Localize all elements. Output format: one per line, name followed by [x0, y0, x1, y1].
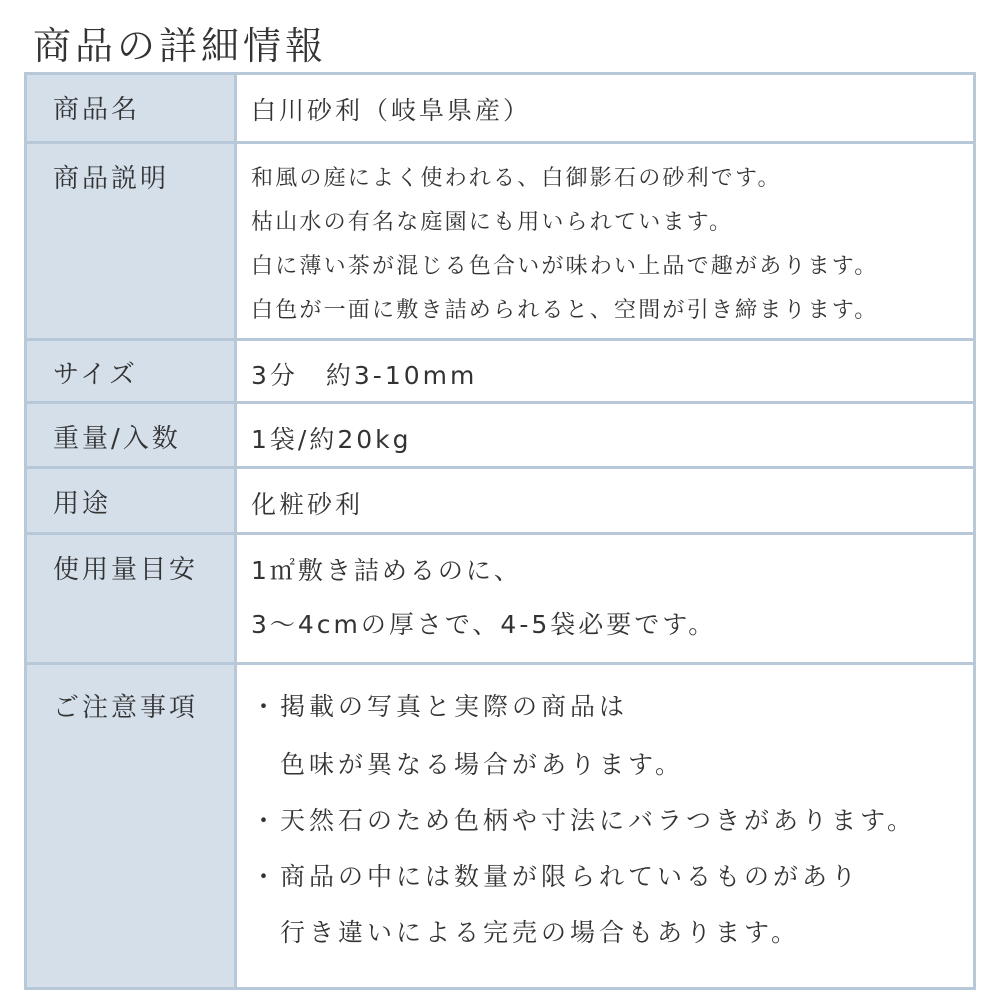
row-label-cell	[27, 469, 237, 532]
row-value-cell	[251, 665, 967, 987]
row-value-line: 1袋/約20kg	[251, 425, 412, 454]
row-value-line: 白色が一面に敷き詰められると、空間が引き締まります。	[251, 298, 879, 323]
row-value-cell	[251, 75, 967, 141]
row-label-cell	[27, 341, 237, 401]
row-value-cell	[251, 144, 967, 338]
spec-table	[24, 72, 976, 990]
row-value-line: 1㎡敷き詰めるのに、	[251, 556, 522, 585]
row-value-line: 化粧砂利	[251, 490, 364, 519]
row-label-cell	[27, 404, 237, 466]
row-value-cell	[251, 535, 967, 662]
table-row-product-name	[27, 75, 973, 141]
row-value-line: 白川砂利（岐阜県産）	[251, 96, 532, 125]
row-value-line: 3～4cmの厚さで、4-5袋必要です。	[251, 610, 717, 639]
row-value-cell	[251, 404, 967, 466]
page-title: 商品の詳細情報	[33, 24, 328, 68]
table-row-usage	[27, 466, 973, 532]
row-label: サイズ	[53, 360, 138, 390]
row-value-line: 和風の庭によく使われる、白御影石の砂利です。	[251, 166, 782, 191]
row-label: ご注意事項	[53, 693, 199, 723]
row-label-cell	[27, 144, 237, 338]
table-row-description	[27, 141, 973, 338]
row-value-line: 白に薄い茶が混じる色合いが味わい上品で趣があります。	[251, 254, 879, 279]
row-label: 商品説明	[53, 164, 170, 194]
row-value-cell	[251, 469, 967, 532]
row-value-line: 枯山水の有名な庭園にも用いられています。	[251, 210, 734, 235]
row-value-line: ・天然石のため色柄や寸法にバラつきがあります。	[251, 806, 917, 835]
row-value-line: ・商品の中には数量が限られているものがあり	[251, 862, 861, 891]
table-row-amount-guide	[27, 532, 973, 662]
table-row-size	[27, 338, 973, 401]
row-label: 重量/入数	[53, 424, 181, 454]
row-value-cell	[251, 341, 967, 401]
table-row-weight	[27, 401, 973, 466]
row-value-line: 色味が異なる場合があります。	[251, 750, 685, 779]
row-value-line: 3分 約3-10mm	[251, 361, 478, 390]
row-label: 商品名	[53, 95, 141, 125]
row-label: 用途	[53, 489, 112, 519]
table-row-notes	[27, 662, 973, 987]
row-label-cell	[27, 535, 237, 662]
row-label: 使用量目安	[53, 555, 199, 585]
row-value-line: ・掲載の写真と実際の商品は	[251, 692, 629, 721]
row-label-cell	[27, 75, 237, 141]
row-value-line: 行き違いによる完売の場合もあります。	[251, 918, 801, 947]
row-label-cell	[27, 665, 237, 987]
